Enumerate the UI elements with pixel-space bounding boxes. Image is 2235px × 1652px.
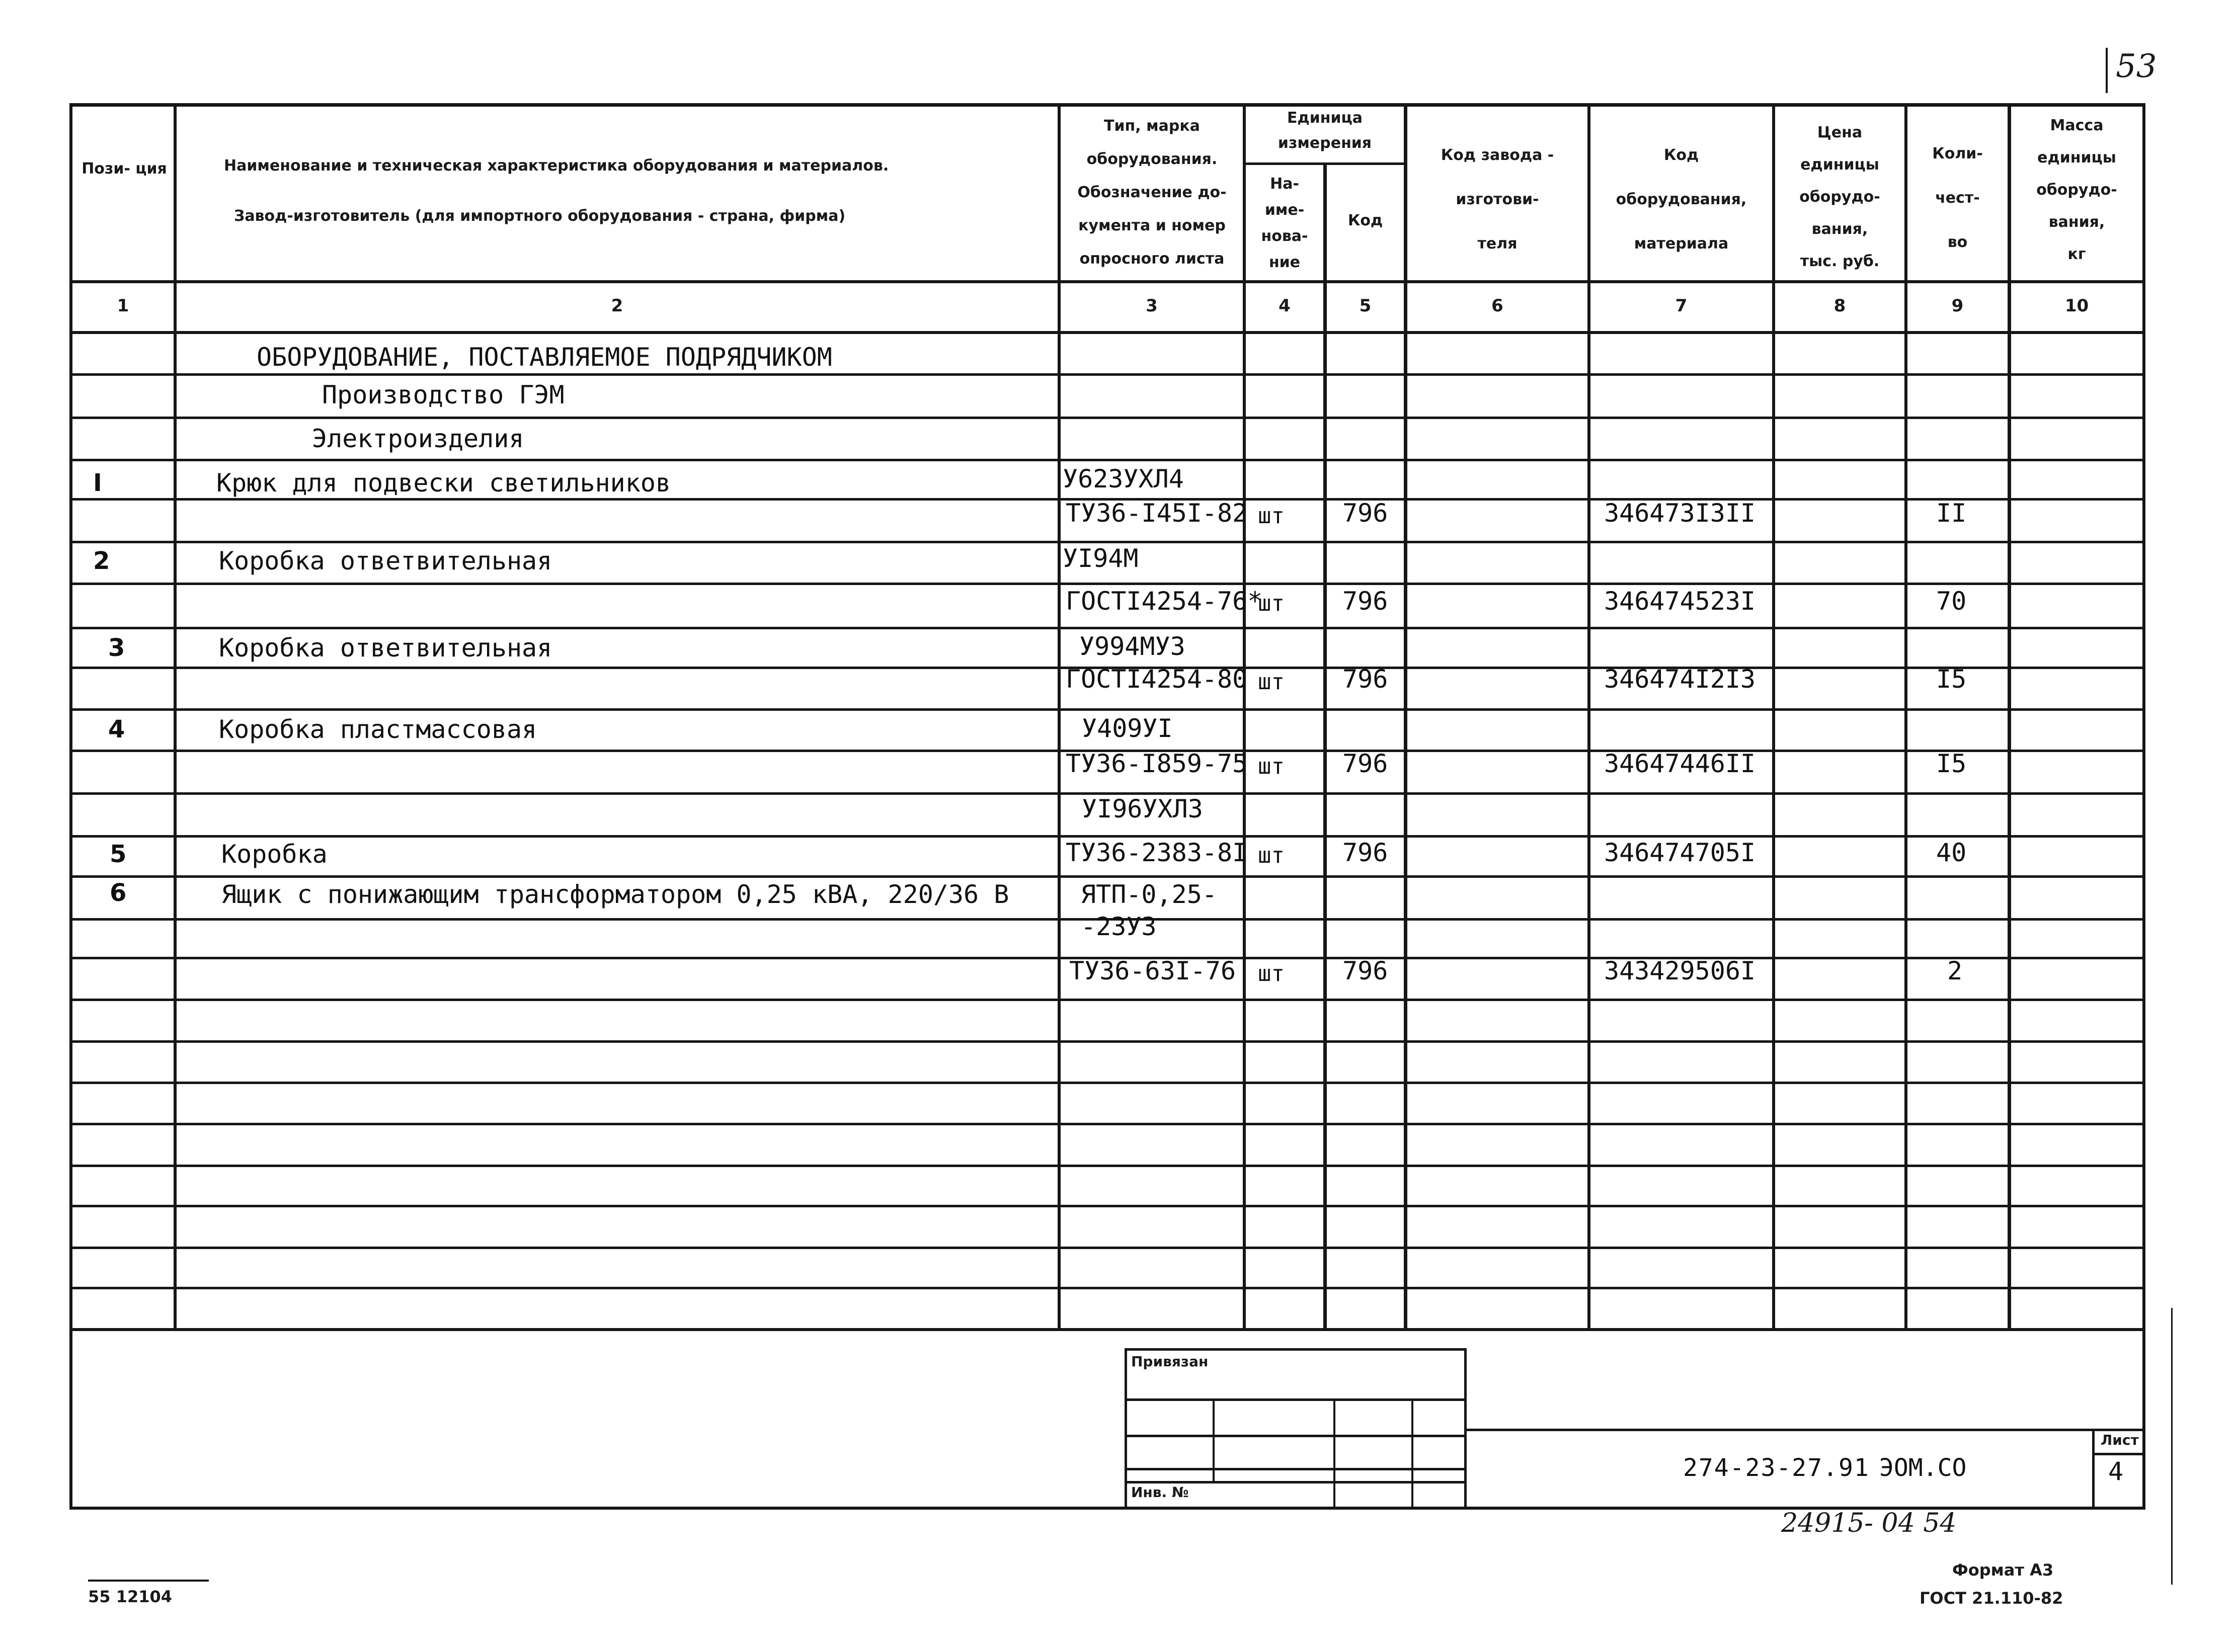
header-mass-line: Масса xyxy=(2050,117,2104,134)
item-qty: 2 xyxy=(1947,956,1963,985)
document-number: 274-23-27.91 xyxy=(1683,1454,1870,1482)
header-quantity-line: чест- xyxy=(1935,189,1980,207)
col-divider-5-6 xyxy=(1404,103,1407,1331)
stamp-col xyxy=(1333,1398,1335,1509)
row-line xyxy=(69,1082,2145,1084)
column-number: 9 xyxy=(1951,296,1964,316)
row-line xyxy=(69,1165,2145,1167)
item-name: Коробка пластмассовая xyxy=(219,715,537,744)
column-number: 5 xyxy=(1359,296,1372,316)
header-plant-code xyxy=(1407,133,1587,266)
header-unit-name-line: На- xyxy=(1270,175,1299,193)
header-mass xyxy=(2011,110,2142,271)
row-line xyxy=(69,1287,2145,1289)
header-position-label: Пози- ция xyxy=(82,160,167,178)
item-unit: шт xyxy=(1258,503,1285,529)
header-type-line: кумента и номер xyxy=(1078,217,1226,234)
item-type: У994МУЗ xyxy=(1079,632,1185,661)
item-unit: шт xyxy=(1258,754,1285,779)
col-divider-7-8 xyxy=(1772,103,1775,1331)
header-unit-line: измерения xyxy=(1278,134,1372,152)
stamp-line xyxy=(1125,1468,1467,1470)
header-price-line: Цена xyxy=(1817,124,1863,141)
header-price-line: тыс. руб. xyxy=(1800,253,1880,270)
table-top-border xyxy=(69,103,2145,107)
row-line xyxy=(69,583,2145,585)
header-price-line: оборудо- xyxy=(1799,188,1880,206)
row-line xyxy=(69,875,2145,878)
item-name: Крюк для подвески светильников xyxy=(216,468,671,498)
col-divider-2-3 xyxy=(1058,103,1061,1331)
header-price-line: единицы xyxy=(1800,156,1879,174)
row-line xyxy=(69,627,2145,629)
item-type: У409УI xyxy=(1082,714,1173,743)
page-number-mark: 53 xyxy=(2116,48,2157,85)
header-bottom-border xyxy=(69,280,2145,283)
item-doc: ТУ36-I859-75 xyxy=(1066,749,1248,778)
row-line xyxy=(69,1040,2145,1043)
item-unit: шт xyxy=(1258,669,1285,695)
item-code: 34647446II xyxy=(1604,749,1756,778)
item-code: 346474523I xyxy=(1604,587,1756,616)
footer-left-line xyxy=(88,1580,209,1582)
col-divider-1-2 xyxy=(174,103,177,1331)
row-line xyxy=(69,1123,2145,1125)
header-type-line: Тип, марка xyxy=(1104,117,1200,135)
stamp-line xyxy=(1125,1481,1467,1483)
stamp-col xyxy=(1213,1398,1215,1481)
header-equipment-code xyxy=(1590,133,1772,266)
header-unit-code: Код xyxy=(1347,212,1383,229)
sheet-number: 4 xyxy=(2108,1457,2124,1486)
item-doc: ГОСТI4254-76* xyxy=(1066,587,1263,616)
item-code: 343429506I xyxy=(1604,956,1756,985)
item-unit-code: 796 xyxy=(1342,587,1388,616)
item-type: У623УХЛ4 xyxy=(1063,464,1184,493)
row-line xyxy=(69,1205,2145,1207)
archive-number: 55 12104 xyxy=(88,1587,172,1606)
header-quantity-line: Коли- xyxy=(1932,145,1983,162)
section-subtitle: Производство ГЭМ xyxy=(322,380,565,409)
col-divider-6-7 xyxy=(1587,103,1590,1331)
column-number: 7 xyxy=(1675,296,1688,316)
format-label: Формат А3 xyxy=(1952,1560,2054,1580)
header-type-line: опросного листа xyxy=(1079,250,1225,268)
header-mass-line: оборудо- xyxy=(2036,181,2117,199)
row-line xyxy=(69,417,2145,419)
header-mass-line: кг xyxy=(2067,245,2086,263)
item-qty: 40 xyxy=(1936,838,1967,867)
item-qty: 70 xyxy=(1936,587,1967,616)
item-unit-code: 796 xyxy=(1342,956,1388,985)
header-price xyxy=(1775,117,1904,278)
header-name-line1: Наименование и техническая характеристика оборудования и материалов. xyxy=(224,157,889,175)
section-group: Электроизделия xyxy=(312,424,524,453)
item-position: 6 xyxy=(110,879,127,907)
header-plant-code-line: изготови- xyxy=(1456,191,1539,208)
item-doc: ТУ36-2383-8I xyxy=(1066,838,1248,867)
item-position: 5 xyxy=(110,840,127,868)
col-divider-4-5 xyxy=(1323,162,1327,1331)
colnum-bottom-border xyxy=(69,331,2145,334)
item-name: Коробка ответвительная xyxy=(219,633,552,663)
stamp-privyazan: Привязан xyxy=(1131,1353,1209,1370)
header-unit-name-line: нова- xyxy=(1261,227,1308,245)
item-name: Коробка xyxy=(221,840,328,869)
sheet-label: Лист xyxy=(2101,1432,2139,1448)
item-type: УI96УХЛЗ xyxy=(1082,794,1203,823)
section-title: ОБОРУДОВАНИЕ, ПОСТАВЛЯЕМОЕ ПОДРЯДЧИКОМ xyxy=(257,343,832,372)
header-quantity xyxy=(1907,132,2008,265)
stamp-col xyxy=(1411,1398,1413,1509)
column-number: 6 xyxy=(1491,296,1503,316)
item-type: -23УЗ xyxy=(1081,912,1157,941)
sheet-line xyxy=(2092,1453,2143,1455)
trim-line xyxy=(2171,1308,2173,1585)
item-unit-code: 796 xyxy=(1342,838,1388,867)
header-price-line: вания, xyxy=(1811,220,1868,238)
item-position: 4 xyxy=(108,715,125,744)
header-equipment-code-line: Код xyxy=(1663,146,1699,164)
stamp-inv-number: Инв. № xyxy=(1131,1484,1189,1501)
item-unit-code: 796 xyxy=(1342,749,1388,778)
item-name: Коробка ответвительная xyxy=(219,546,552,575)
column-number: 10 xyxy=(2064,296,2089,316)
column-number: 3 xyxy=(1146,296,1158,316)
header-type-line: оборудования. xyxy=(1086,150,1218,168)
gost-label: ГОСТ 21.110-82 xyxy=(1920,1589,2063,1608)
item-unit: шт xyxy=(1258,961,1285,986)
header-mass-line: вания, xyxy=(2048,213,2105,231)
row-line xyxy=(69,708,2145,711)
header-name-line2: Завод-изготовитель (для импортного оборудования - страна, фирма) xyxy=(234,207,846,225)
item-unit: шт xyxy=(1258,843,1285,868)
header-unit-line: Единица xyxy=(1287,109,1363,127)
page-mark-line xyxy=(2106,48,2108,93)
item-code: 346474705I xyxy=(1604,838,1756,867)
header-equipment-code-line: материала xyxy=(1634,235,1729,253)
item-position: I xyxy=(93,469,102,497)
header-plant-code-line: Код завода - xyxy=(1441,146,1554,164)
row-line xyxy=(69,373,2145,376)
col-divider-3-4 xyxy=(1243,103,1246,1331)
item-type: ЯТП-0,25- xyxy=(1081,880,1217,909)
table-body-bottom xyxy=(69,1328,2145,1331)
item-qty: II xyxy=(1936,499,1967,528)
header-mass-line: единицы xyxy=(2037,149,2116,167)
header-type-line: Обозначение до- xyxy=(1077,184,1227,201)
document-mark: ЭОМ.СО xyxy=(1879,1454,1967,1482)
header-unit-name-line: име- xyxy=(1264,201,1305,219)
item-unit: шт xyxy=(1258,591,1285,616)
column-number: 8 xyxy=(1833,296,1846,316)
row-line xyxy=(69,1247,2145,1249)
item-unit-code: 796 xyxy=(1342,665,1388,694)
header-unit-group xyxy=(1246,106,1404,156)
stamp-line xyxy=(1125,1435,1467,1437)
item-position: 2 xyxy=(93,547,110,575)
header-position xyxy=(76,151,172,187)
column-number: 1 xyxy=(117,296,129,316)
item-code: 346474I2I3 xyxy=(1604,665,1756,694)
header-unit-name-line: ние xyxy=(1268,254,1301,271)
item-doc: ГОСТI4254-80 xyxy=(1066,665,1248,694)
column-number: 4 xyxy=(1279,296,1291,316)
header-equipment-code-line: оборудования, xyxy=(1616,191,1747,208)
column-number: 2 xyxy=(611,296,623,316)
item-qty: I5 xyxy=(1936,749,1967,778)
item-name: Ящик с понижающим трансформатором 0,25 кВА, 220/36 В xyxy=(221,880,1009,909)
stamp-main-line xyxy=(1467,1429,2144,1431)
header-quantity-line: во xyxy=(1947,233,1968,251)
item-unit-code: 796 xyxy=(1342,499,1388,528)
item-doc: ТУ36-I45I-82 xyxy=(1066,499,1248,528)
item-code: 346473I3II xyxy=(1604,499,1756,528)
col-divider-8-9 xyxy=(1904,103,1907,1331)
header-name xyxy=(181,141,1057,241)
item-position: 3 xyxy=(108,634,125,662)
col-divider-9-10 xyxy=(2008,103,2011,1331)
header-plant-code-line: теля xyxy=(1477,235,1518,253)
stamp-line xyxy=(1125,1398,1467,1401)
frame-right xyxy=(2142,103,2145,1510)
item-doc: ТУ36-63I-76 xyxy=(1069,956,1236,985)
row-line xyxy=(69,999,2145,1001)
item-type: УI94М xyxy=(1063,544,1139,573)
handwritten-number: 24915- 04 54 xyxy=(1781,1508,1957,1538)
item-qty: I5 xyxy=(1936,665,1967,694)
header-type xyxy=(1063,110,1241,276)
row-line xyxy=(69,459,2145,461)
header-unit-name xyxy=(1246,171,1323,276)
